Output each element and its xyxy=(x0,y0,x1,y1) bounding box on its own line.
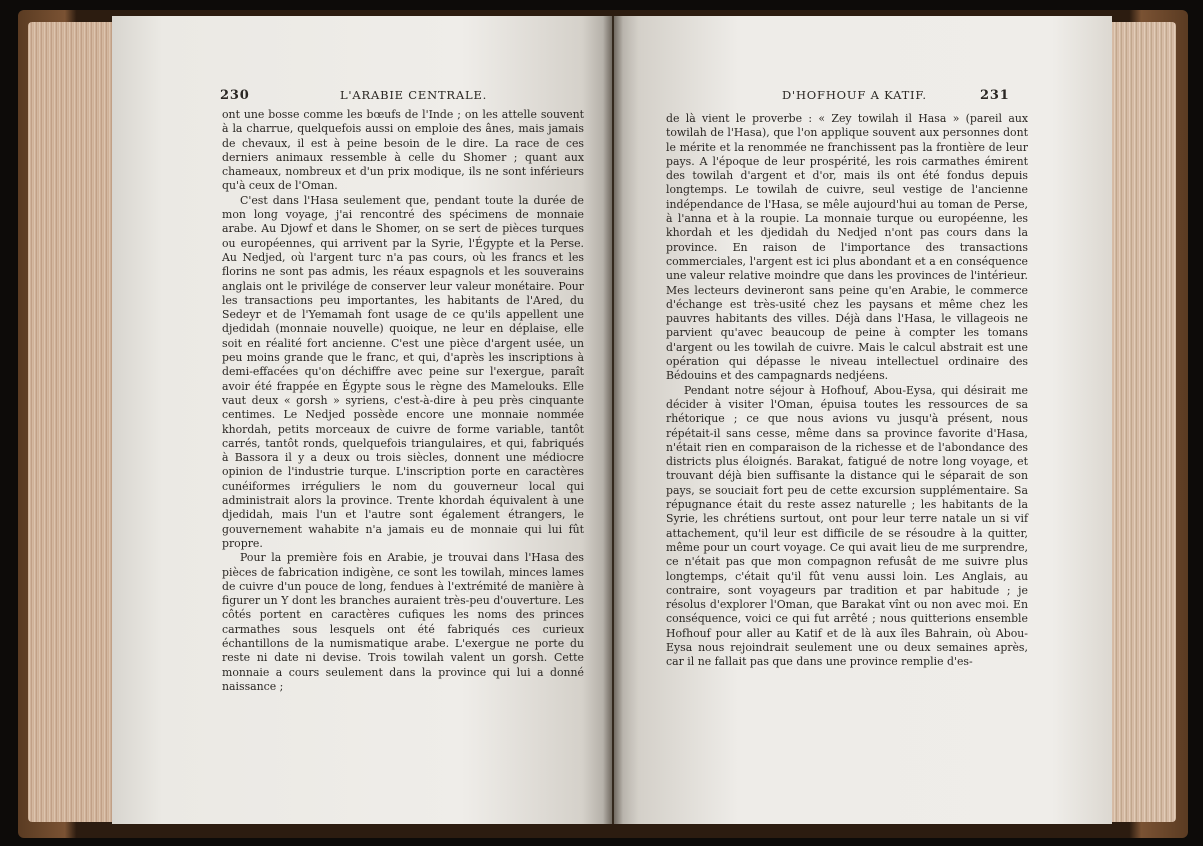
right-body-text xyxy=(666,112,1028,670)
page-edges-right xyxy=(1108,22,1176,822)
right-page xyxy=(614,16,1112,824)
page-edges-left xyxy=(28,22,120,822)
right-running-head: D'HOFHOUF A KATIF. xyxy=(782,88,927,102)
left-body-text xyxy=(222,108,584,694)
right-page-number: 231 xyxy=(980,88,1010,103)
paragraph: de là vient le proverbe : « Zey towilah il Hasa » (pareil aux towilah de l'Hasa), que l'on applique souvent aux personnes dont le mérite et la renommée ne franchissent pas la frontière de leur pays. A l'époque de leur prospérité, les rois carmathes émirent des towilah d'argent et d'or, mais ils ont été fondus depuis longtemps. Le towilah de cuivre, seul vestige de l'ancienne indépendance de l'Hasa, se mêle aujourd'hui au toman de Perse, à l'anna et à la roupie. La monnaie turque ou européenne, les khordah et les djedidah du Nedjed n'ont pas cours dans la province. En raison de l'importance des transactions commerciales, l'argent est ici plus abondant et a en conséquence une valeur relative moindre que dans les provinces de l'intérieur. Mes lecteurs devineront sans peine qu'en Arabie, le commerce d'échange est très-usité chez les paysans et même chez les pauvres habitants des villes. Déjà dans l'Hasa, le villageois ne parvient qu'avec beaucoup de peine à compter les tomans d'argent ou les towilah de cuivre. Mais le calcul abstrait est une opération qui dépasse le niveau intellectuel ordinaire des Bédouins et des campagnards nedjéens. xyxy=(666,112,1028,383)
paragraph: C'est dans l'Hasa seulement que, pendant toute la durée de mon long voyage, j'ai rencontré des spécimens de monnaie arabe. Au Djowf et dans le Shomer, on se sert de pièces turques ou européennes, qui arrivent par la Syrie, l'Égypte et la Perse. Au Nedjed, où l'argent turc n'a pas cours, où les francs et les florins ne sont pas admis, les réaux espagnols et les souverains anglais ont le privilége de conserver leur valeur monétaire. Pour les transactions peu importantes, les habitants de l'Ared, du Sedeyr et de l'Yemamah font usage de ce qu'ils appellent une djedidah (monnaie nouvelle) quoique, ne leur en déplaise, elle soit en réalité fort ancienne. C'est une pièce d'argent usée, un peu moins grande que le franc, et qui, d'après les inscriptions à demi-effacées qu'on déchiffre avec peine sur l'exergue, paraît avoir été frappée en Égypte sous le règne des Mamelouks. Elle vaut deux « gorsh » syriens, c'est-à-dire à peu près cinquante centimes. Le Nedjed possède encore une monnaie nommée khordah, petits morceaux de cuivre de forme variable, tantôt carrés, tantôt ronds, quelquefois triangulaires, et qui, fabriqués à Bassora il y a deux ou trois siècles, donnent une médiocre opinion de l'industrie turque. L'inscription porte en caractères cunéiformes irréguliers le nom du gouverneur local qui administrait alors la province. Trente khordah équivalent à une djedidah, mais l'un et l'autre sont également étrangers, le gouvernement wahabite n'a jamais eu de monnaie qui lui fût propre. xyxy=(222,193,584,550)
paragraph: Pendant notre séjour à Hofhouf, Abou-Eysa, qui désirait me décider à visiter l'Oman, épuisa toutes les ressources de sa rhétorique ; ce que nous avions vu jusqu'à présent, nous répétait-il sans cesse, même dans sa province favorite d'Hasa, n'était rien en comparaison de la richesse et de l'abondance des districts plus éloignés. Barakat, fatigué de notre long voyage, et trouvant déjà bien suffisante la distance qui le séparait de son pays, se souciait fort peu de cette excursion supplémentaire. Sa répugnance était du reste assez naturelle ; les habitants de la Syrie, les chrétiens surtout, ont pour leur terre natale un si vif attachement, qu'il leur est difficile de se résoudre à la quitter, même pour un court voyage. Ce qui avait lieu de me surprendre, ce n'était pas que mon compagnon refusât de me suivre plus longtemps, c'était qu'il fût venu aussi loin. Les Anglais, au contraire, sont voyageurs par tradition et par habitude ; je résolus d'explorer l'Oman, que Barakat vînt ou non avec moi. En conséquence, voici ce qui fut arrêté ; nous quitterions ensemble Hofhouf pour aller au Katif et de là aux îles Bahrain, où Abou-Eysa nous rejoindrait seulement une ou deux semaines après, car il ne fallait pas que dans une province remplie d'es- xyxy=(666,383,1028,669)
paragraph: Pour la première fois en Arabie, je trouvai dans l'Hasa des pièces de fabrication indigène, ce sont les towilah, minces lames de cuivre d'un pouce de long, fendues à l'extrémité de manière à figurer un Y dont les branches auraient très-peu d'ouverture. Les côtés portent en caractères cufiques les noms des princes carmathes sous lesquels ont été fabriqués ces curieux échantillons de la numismatique arabe. L'exergue ne porte du reste ni date ni devise. Trois towilah valent un gorsh. Cette monnaie a cours seulement dans la province qui lui a donné naissance ; xyxy=(222,551,584,693)
left-running-head: L'ARABIE CENTRALE. xyxy=(340,88,488,102)
left-page-number: 230 xyxy=(220,88,250,103)
paragraph: ont une bosse comme les bœufs de l'Inde ; on les attelle souvent à la charrue, quelquefois aussi on emploie des ânes, mais jamais de chevaux, il est à peine besoin de le dire. La race de ces derniers animaux ressemble à celle du Shomer ; quant aux chameaux, nombreux et d'un prix modique, ils ne sont inférieurs qu'à ceux de l'Oman. xyxy=(222,108,584,193)
book-gutter xyxy=(603,16,623,824)
left-page xyxy=(112,16,612,824)
